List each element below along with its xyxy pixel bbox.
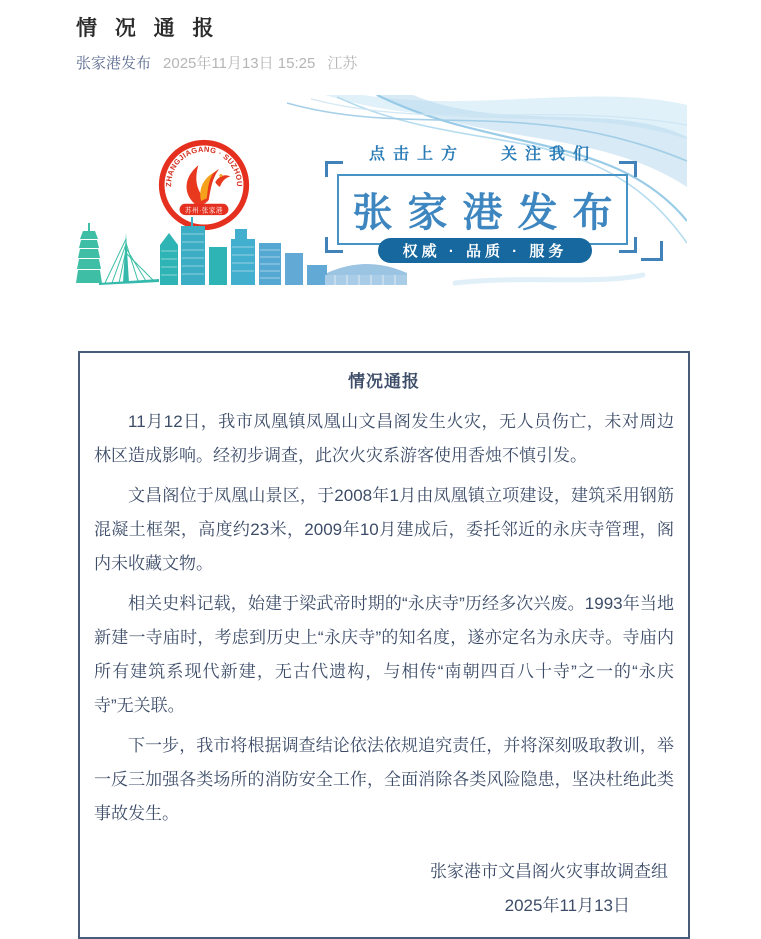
slogan-text: 权威 · 品质 · 服务: [402, 243, 568, 260]
notice-paragraph-1: 11月12日，我市凤凰镇凤凰山文昌阁发生火灾，无人员伤亡，未对周边林区造成影响。经初步调查，此次火灾系游客使用香烛不慎引发。: [94, 412, 674, 465]
signature-org: 张家港市文昌阁火灾事故调查组: [430, 862, 668, 881]
notice-paragraph-3: 相关史料记载，始建于梁武帝时期的“永庆寺”历经多次兴废。1993年当地新建一寺庙时，考虑到历史上“永庆寺”的知名度，遂亦定名为永庆寺。寺庙内所有建筑系现代新建，无古代遗构，与相传“南朝四百八十寺”之一的“永庆寺”无关联。: [94, 594, 674, 715]
publish-datetime: 2025年11月13日 15:25: [163, 55, 316, 72]
slogan-pill: [378, 238, 592, 263]
notice-box: [78, 351, 690, 939]
account-link[interactable]: 张家港发布: [76, 55, 152, 72]
notice-paragraph-2: 文昌阁位于凤凰山景区，于2008年1月由凤凰镇立项建设，建筑采用钢筋混凝土框架，高度约23米，2009年10月建成后，委托邻近的永庆寺管理，阁内未收藏文物。: [94, 486, 674, 573]
signature-block: [94, 855, 674, 923]
seal-arc-text: ZHANGJIAGANG · SUZHOU: [164, 144, 244, 187]
banner-image: [75, 95, 687, 307]
signature-date: 2025年11月13日: [504, 896, 630, 915]
page-title: 情 况 通 报: [76, 17, 220, 40]
bracket-bottom-right-outer: [641, 241, 663, 261]
byline: [76, 52, 357, 73]
tagline-part2: 关注我们: [501, 146, 598, 163]
notice-paragraph-4: 下一步，我市将根据调查结论依法依规追究责任，并将深刻吸取教训，举一反三加强各类场所的消防安全工作，全面消除各类风险隐患，坚决杜绝此类事故发生。: [94, 736, 674, 823]
notice-title: 情况通报: [348, 372, 420, 391]
brand-frame: [337, 174, 628, 245]
publish-region: 江苏: [327, 55, 358, 72]
seal-ribbon-text: 苏州·张家港: [185, 207, 223, 215]
brand-name: 张家港发布: [352, 191, 628, 235]
tagline-part1: 点击上方: [368, 146, 465, 163]
